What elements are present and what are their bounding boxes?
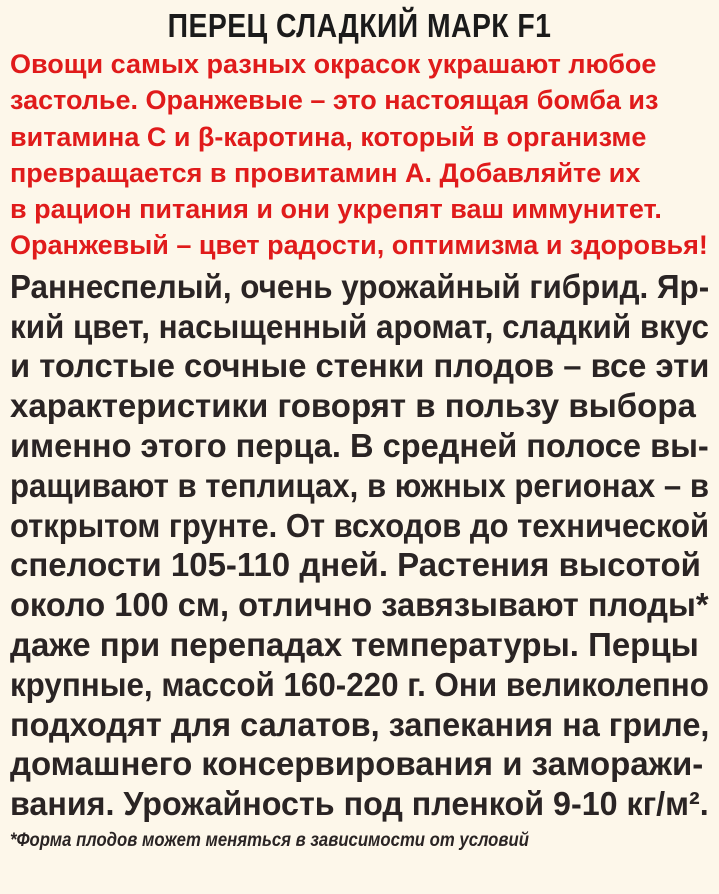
footnote: *Форма плодов может меняться в зависимости от условий <box>10 829 529 851</box>
intro-line: застолье. Оранжевые – это настоящая бомба из <box>10 85 659 116</box>
intro-line: витамина С и β-каротина, который в организме <box>10 121 647 152</box>
description-line: спелости 105-110 дней. Растения высотой <box>10 546 701 584</box>
description-line: и толстые сочные стенки плодов – все эти <box>10 347 710 385</box>
intro-paragraph <box>10 46 709 264</box>
description-line: открытом грунте. От всходов до технической <box>10 506 710 544</box>
description-line: кий цвет, насыщенный аромат, сладкий вкус <box>10 307 709 345</box>
description-line: около 100 см, отлично завязывают плоды* <box>10 586 709 624</box>
description-line: именно этого перца. В средней полосе вы- <box>10 426 709 464</box>
intro-line: превращается в провитамин А. Добавляйте их <box>10 157 641 188</box>
description-line: даже при перепадах температуры. Перцы <box>10 625 699 663</box>
description-line: домашнего консервирования и заморажи- <box>10 745 704 783</box>
intro-line: Овощи самых разных окрасок украшают любое <box>10 49 657 79</box>
description-paragraph <box>10 267 709 824</box>
description-line: Раннеспелый, очень урожайный гибрид. Яр- <box>10 267 710 305</box>
intro-line: в рацион питания и они укрепят ваш иммунитет. <box>10 194 662 225</box>
description-line: ращивают в теплицах, в южных регионах – в <box>10 466 709 504</box>
description-line: вания. Урожайность под пленкой 9-10 кг/м². <box>10 785 709 823</box>
description-line: подходят для салатов, запекания на гриле, <box>10 705 710 743</box>
intro-line: Оранжевый – цвет радости, оптимизма и здоровья! <box>10 230 708 261</box>
description-line: крупные, массой 160-220 г. Они великолепно <box>10 665 709 703</box>
product-title: ПЕРЕЦ СЛАДКИЙ МАРК F1 <box>167 7 552 44</box>
description-line: характеристики говорят в пользу выбора <box>10 387 696 425</box>
